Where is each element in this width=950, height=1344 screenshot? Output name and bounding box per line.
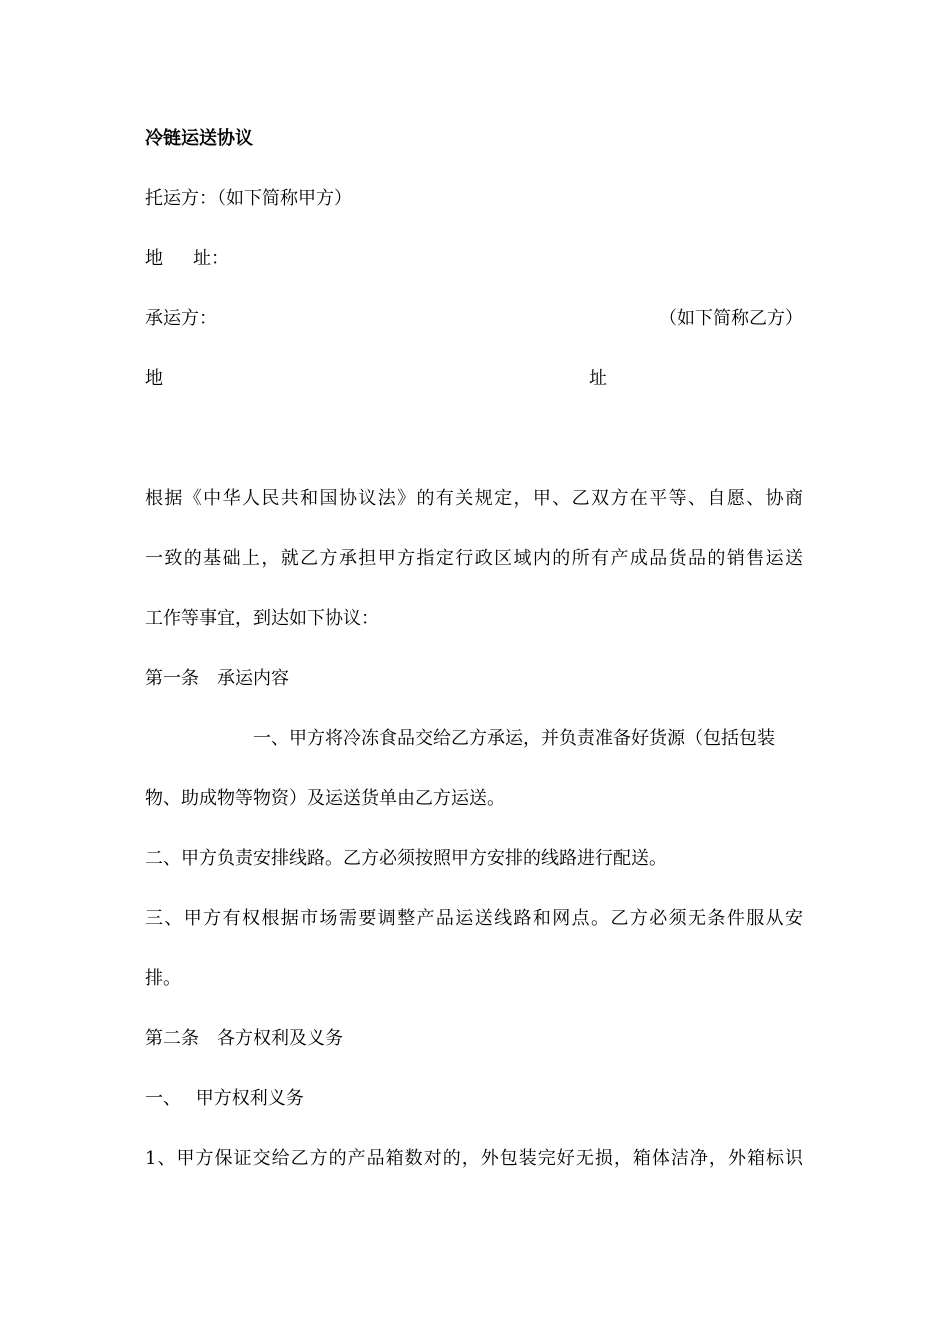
carrier-label: 承运方： [145,308,217,329]
article-2-item-1-line-1: 1、甲方保证交给乙方的产品箱数对的，外包装完好无损，箱体洁净，外箱标识 [145,1148,803,1169]
carrier-address-label-start: 地 [145,368,163,389]
consignor-address-line [145,247,229,271]
article-1-item-1-line-1: 一、甲方将冷冻食品交给乙方承运，并负责准备好货源（包括包装 [253,728,775,749]
article-2-section-1: 一、 甲方权利义务 [145,1088,304,1109]
carrier-address-label-end: 址 [589,368,607,389]
address-label-char-1: 地 [145,248,163,269]
article-2-heading: 第二条 各方权利及义务 [145,1028,343,1049]
intro-line-3: 工作等事宜，到达如下协议： [145,608,379,629]
article-1-item-3-line-2: 排。 [145,968,181,989]
article-1-heading: 第一条 承运内容 [145,668,289,689]
address-label-char-2: 址： [193,248,229,269]
consignor-line: 托运方：（如下简称甲方） [145,188,352,209]
article-1-item-2: 二、甲方负责安排线路。乙方必须按照甲方安排的线路进行配送。 [145,848,667,869]
document-title: 冷链运送协议 [145,128,253,149]
carrier-suffix: （如下简称乙方） [659,308,803,329]
intro-line-2: 一致的基础上，就乙方承担甲方指定行政区域内的所有产成品货品的销售运送 [145,548,803,569]
article-1-item-3-line-1: 三、甲方有权根据市场需要调整产品运送线路和网点。乙方必须无条件服从安 [145,908,803,929]
article-1-item-1-line-2: 物、助成物等物资）及运送货单由乙方运送。 [145,788,505,809]
intro-line-1: 根据《中华人民共和国协议法》的有关规定，甲、乙双方在平等、自愿、协商 [145,488,803,509]
